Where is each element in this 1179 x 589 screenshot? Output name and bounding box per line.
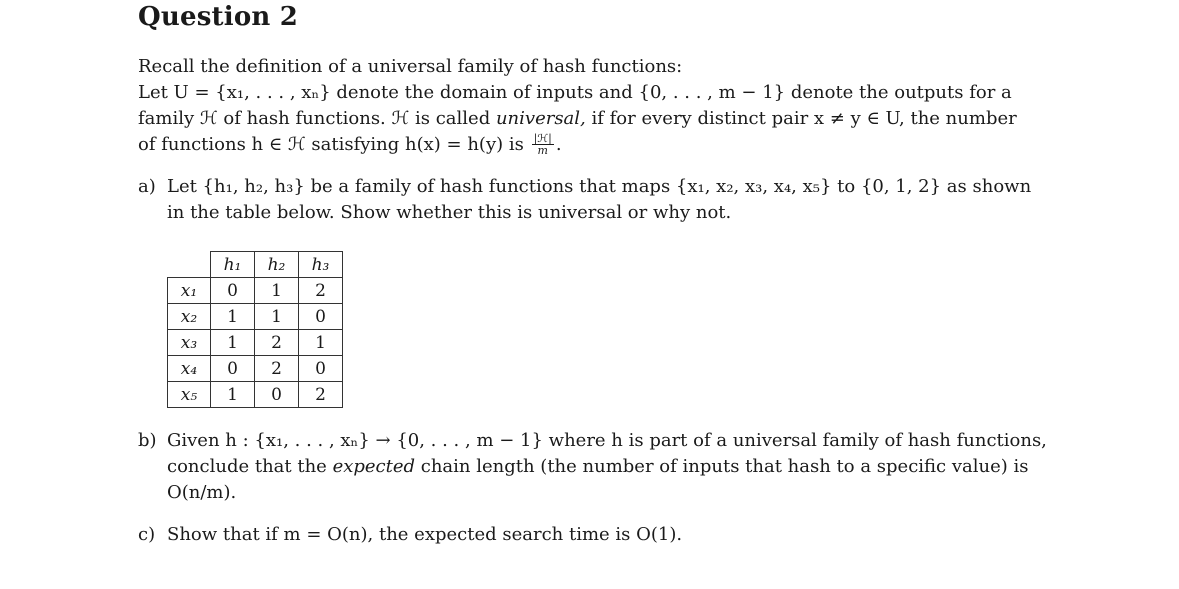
fraction-h-over-m [532, 133, 554, 156]
table-row [168, 356, 343, 382]
table-cell: 0 [211, 356, 255, 382]
row-header-x3: x₃ [168, 330, 211, 356]
table-row [168, 304, 343, 330]
intro-line-3 [138, 106, 1040, 132]
table-row [168, 278, 343, 304]
row-header-x4: x₄ [168, 356, 211, 382]
table-cell: 0 [299, 356, 343, 382]
part-a-line-2: in the table below. Show whether this is universal or why not. [167, 202, 732, 223]
table-cell: 0 [211, 278, 255, 304]
row-header-x2: x₂ [168, 304, 211, 330]
table-header-row [168, 252, 343, 278]
part-b-line-2-end: chain length (the number of inputs that hash to a specific value) is [415, 456, 1029, 477]
table-cell: 1 [255, 278, 299, 304]
hash-table [167, 251, 343, 408]
part-a-line-1: Let {h₁, h₂, h₃} be a family of hash functions that maps {x₁, x₂, x₃, x₄, x₅} to {0, 1, 2} as shown [167, 176, 1032, 197]
intro-line-4 [138, 132, 1040, 158]
column-header-h3: h₃ [299, 252, 343, 278]
intro-line-4-text: of functions h ∈ ℋ satisfying h(x) = h(y) is [138, 134, 524, 155]
table-cell: 2 [255, 330, 299, 356]
column-header-h1: h₁ [211, 252, 255, 278]
intro-line-3-start: family ℋ of hash functions. ℋ is called [138, 108, 496, 129]
part-b-line-3: O(n/m). [167, 482, 237, 503]
table-cell: 0 [299, 304, 343, 330]
part-b-body [167, 428, 1047, 506]
part-c-label: c) [138, 524, 156, 545]
expected-term: expected [332, 456, 416, 477]
table-corner [168, 252, 211, 278]
table-cell: 1 [211, 304, 255, 330]
intro-paragraph [138, 54, 1040, 158]
fraction-denominator: m [537, 144, 548, 157]
row-header-x1: x₁ [168, 278, 211, 304]
part-a-label: a) [138, 176, 156, 197]
part-c [138, 522, 1040, 548]
part-c-line-1: Show that if m = O(n), the expected search time is O(1). [167, 524, 683, 545]
table-cell: 2 [299, 278, 343, 304]
part-a-body [167, 174, 1040, 226]
table-cell: 0 [255, 382, 299, 408]
table-cell: 2 [255, 356, 299, 382]
part-b-line-2-start: conclude that the [167, 456, 333, 477]
universal-term: universal, [495, 108, 586, 129]
part-c-body [167, 522, 1040, 548]
table-cell: 1 [299, 330, 343, 356]
table-row [168, 330, 343, 356]
table-cell: 1 [255, 304, 299, 330]
intro-line-3-end: if for every distinct pair x ≠ y ∈ U, the number [585, 108, 1017, 129]
intro-line-2: Let U = {x₁, . . . , xₙ} denote the domain of inputs and {0, . . . , m − 1} denote the outputs for a [138, 82, 1012, 103]
table-cell: 2 [299, 382, 343, 408]
question-title: Question 2 [138, 2, 299, 32]
column-header-h2: h₂ [255, 252, 299, 278]
intro-line-1: Recall the definition of a universal family of hash functions: [138, 56, 683, 77]
part-b-line-1: Given h : {x₁, . . . , xₙ} → {0, . . . , m − 1} where h is part of a universal family of hash functions, [167, 430, 1047, 451]
table-cell: 1 [211, 330, 255, 356]
row-header-x5: x₅ [168, 382, 211, 408]
part-a [138, 174, 1040, 226]
fraction-numerator: |ℋ| [533, 132, 552, 145]
intro-line-4-period: . [555, 134, 562, 155]
table-cell: 1 [211, 382, 255, 408]
table-row [168, 382, 343, 408]
part-b-label: b) [138, 430, 157, 451]
part-b-line-2 [167, 454, 1040, 480]
part-b [138, 428, 1047, 506]
